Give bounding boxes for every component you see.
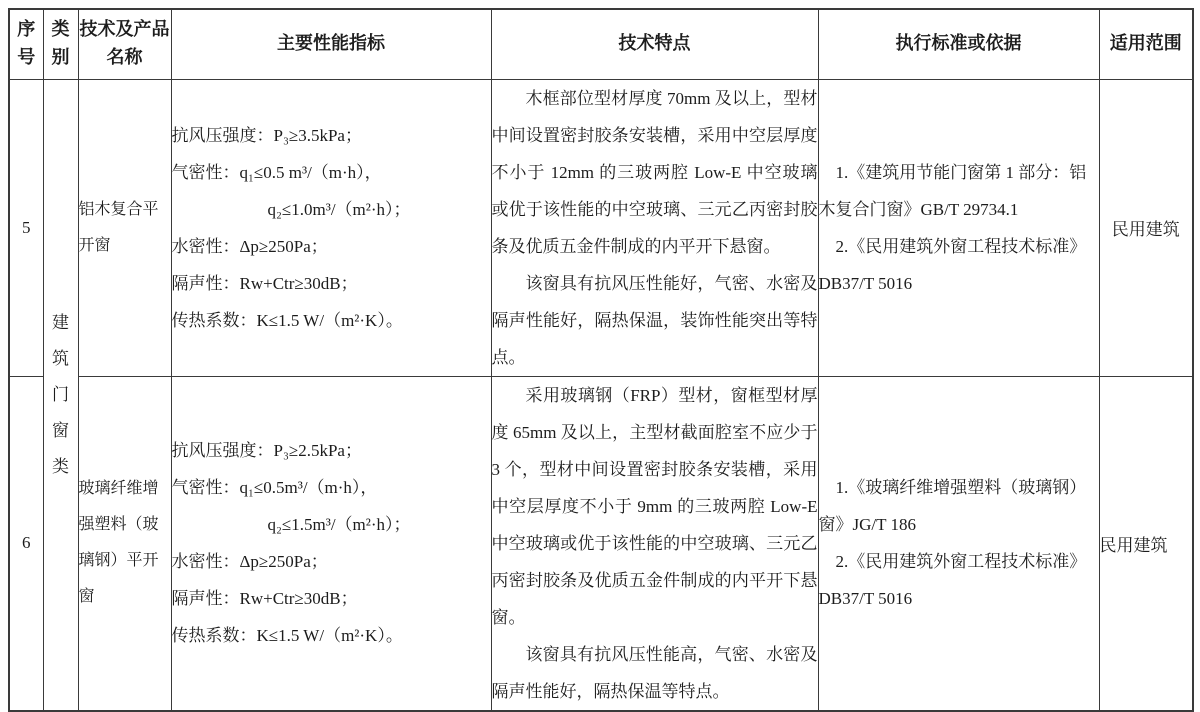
category-vertical-text: 建筑门窗类 [51, 312, 69, 476]
table-header-row [9, 9, 1193, 79]
col-header-category: 类别 [43, 9, 78, 79]
standard-item: 2.《民用建筑外窗工程技术标准》DB37/T 5016 [818, 552, 1087, 608]
perf-line: 气密性：q₁≤0.5m³/（m·h）， [171, 478, 378, 497]
feature-paragraph: 该窗具有抗风压性能好，气密、水密及隔声性能好，隔热保温，装饰性能突出等特点。 [491, 273, 818, 367]
perf-line: 水密性：Δp≥250Pa； [171, 236, 328, 256]
cell-standards-5 [818, 79, 1099, 376]
cell-seq-5: 5 [9, 79, 43, 376]
col-header-seq: 序号 [9, 9, 43, 79]
feature-paragraph: 采用玻璃钢（FRP）型材，窗框型材厚度 65mm 及以上，主型材截面腔室不应少于 3 个，型材中间设置密封胶条安装槽，采用中空层厚度不小于 9mm 的三玻两腔 Low-E 中空玻璃或优于该性能的中空玻璃、三元乙丙密封胶条及优质五金件制成的内平开下悬窗。 [491, 385, 818, 627]
perf-line: 抗风压强度：P₃≥2.5kPa； [171, 441, 362, 460]
cell-product-name-5: 铝木复合平开窗 [78, 79, 171, 376]
standard-item: 1.《玻璃纤维增强塑料（玻璃钢）窗》JG/T 186 [818, 478, 1087, 534]
col-header-scope: 适用范围 [1099, 9, 1193, 79]
cell-features-6 [491, 376, 818, 711]
product-spec-table [8, 8, 1194, 712]
feature-paragraph: 木框部位型材厚度 70mm 及以上，型材中间设置密封胶条安装槽，采用中空层厚度不小于 12mm 的三玻两腔 Low-E 中空玻璃或优于该性能的中空玻璃、三元乙丙密封胶条及优质五金件制成的内平开下悬窗。 [491, 88, 818, 256]
standard-item: 1.《建筑用节能门窗第 1 部分：铝木复合门窗》GB/T 29734.1 [818, 162, 1087, 219]
feature-paragraph: 该窗具有抗风压性能高，气密、水密及隔声性能好，隔热保温等特点。 [491, 644, 818, 701]
perf-line: 水密性：Δp≥250Pa； [171, 552, 328, 571]
table-row [9, 376, 1193, 711]
cell-seq-6: 6 [9, 376, 43, 711]
col-header-perf: 主要性能指标 [171, 9, 491, 79]
perf-line: 隔声性：Rw+Ctr≥30dB； [171, 589, 358, 608]
perf-line: 抗风压强度：P₃≥3.5kPa； [171, 125, 362, 145]
perf-line: q₂≤1.5m³/（m²·h）； [267, 515, 411, 534]
col-header-standards: 执行标准或依据 [818, 9, 1099, 79]
perf-line: 传热系数：K≤1.5 W/（m²·K）。 [171, 626, 403, 645]
perf-line: 隔声性：Rw+Ctr≥30dB； [171, 273, 358, 293]
cell-standards-6 [818, 376, 1099, 711]
table-row [9, 79, 1193, 376]
cell-scope-6: 民用建筑 [1099, 376, 1193, 711]
col-header-features: 技术特点 [491, 9, 818, 79]
perf-line: 气密性：q₁≤0.5 m³/（m·h）， [171, 162, 382, 182]
cell-category [43, 79, 78, 711]
cell-performance-6 [171, 376, 491, 711]
cell-product-name-6: 玻璃纤维增强塑料（玻璃钢）平开窗 [78, 376, 171, 711]
perf-line: 传热系数：K≤1.5 W/（m²·K）。 [171, 310, 403, 330]
cell-features-5 [491, 79, 818, 376]
col-header-name: 技术及产品名称 [78, 9, 171, 79]
perf-line: q₂≤1.0m³/（m²·h）； [267, 199, 411, 219]
cell-performance-5 [171, 79, 491, 376]
cell-scope-5: 民用建筑 [1099, 79, 1193, 376]
standard-item: 2.《民用建筑外窗工程技术标准》DB37/T 5016 [818, 236, 1087, 293]
